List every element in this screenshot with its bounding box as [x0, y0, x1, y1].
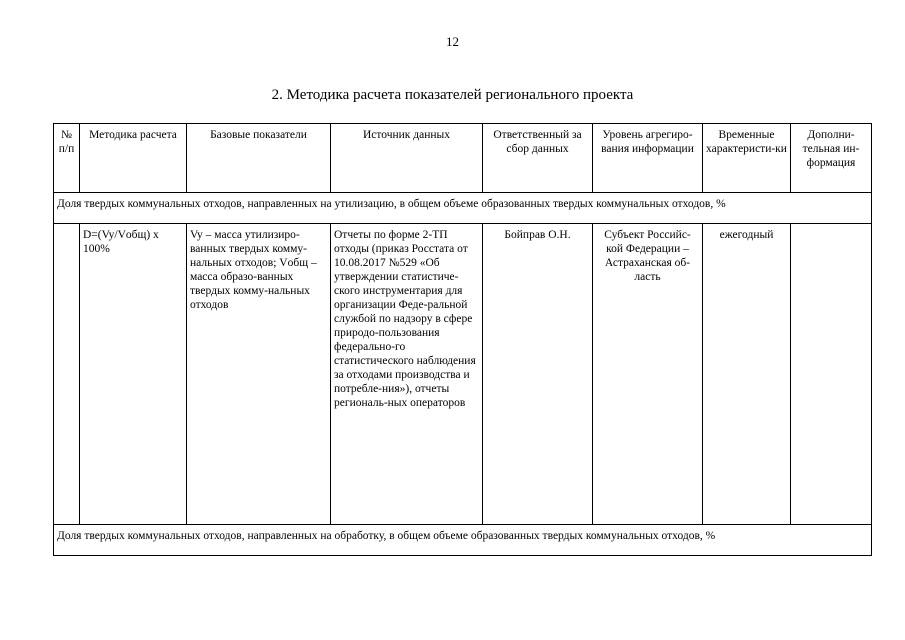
header-base-indicators: Базовые показатели [187, 124, 331, 193]
header-additional-info: Дополни-тельная ин-формация [791, 124, 872, 193]
cell-method: D=(Vy/Vобщ) x 100% [80, 224, 187, 525]
section-title-processing: Доля твердых коммунальных отходов, направленных на обработку, в общем объеме образованных твердых коммунальных отходов, % [54, 525, 872, 556]
page-title: 2. Методика расчета показателей регионального проекта [271, 87, 634, 103]
header-time-characteristics: Временные характеристи-ки [703, 124, 791, 193]
section-row [54, 193, 872, 224]
indicator-methods-table [53, 123, 872, 556]
cell-additional-info [791, 224, 872, 525]
cell-aggregation-level: Субъект Российс-кой Федерации – Астраханская об-ласть [593, 224, 703, 525]
header-method: Методика расчета [80, 124, 187, 193]
cell-responsible: Бойправ О.Н. [483, 224, 593, 525]
header-responsible: Ответственный за сбор данных [483, 124, 593, 193]
header-aggregation-level: Уровень агрегиро-вания информации [593, 124, 703, 193]
cell-data-source: Отчеты по форме 2-ТП отходы (приказ Росстата от 10.08.2017 №529 «Об утверждении статистиче-ского инструментария для организации Феде-ральной службой по надзору в сфере природо-пользования федерально-го статистического наблюдения за отходами производства и потребле-ния»), отчеты региональ-ных операторов [331, 224, 483, 525]
cell-time-characteristics: ежегодный [703, 224, 791, 525]
header-data-source: Источник данных [331, 124, 483, 193]
header-num: № п/п [54, 124, 80, 193]
table-row [54, 224, 872, 525]
page-number: 12 [446, 34, 459, 49]
cell-base-indicators: Vy – масса утилизиро-ванных твердых комму-нальных отходов; Vобщ – масса образо-ванных твердых комму-нальных отходов [187, 224, 331, 525]
cell-num [54, 224, 80, 525]
section-row [54, 525, 872, 556]
section-title-utilization: Доля твердых коммунальных отходов, направленных на утилизацию, в общем объеме образованных твердых коммунальных отходов, % [54, 193, 872, 224]
header-row [54, 124, 872, 193]
